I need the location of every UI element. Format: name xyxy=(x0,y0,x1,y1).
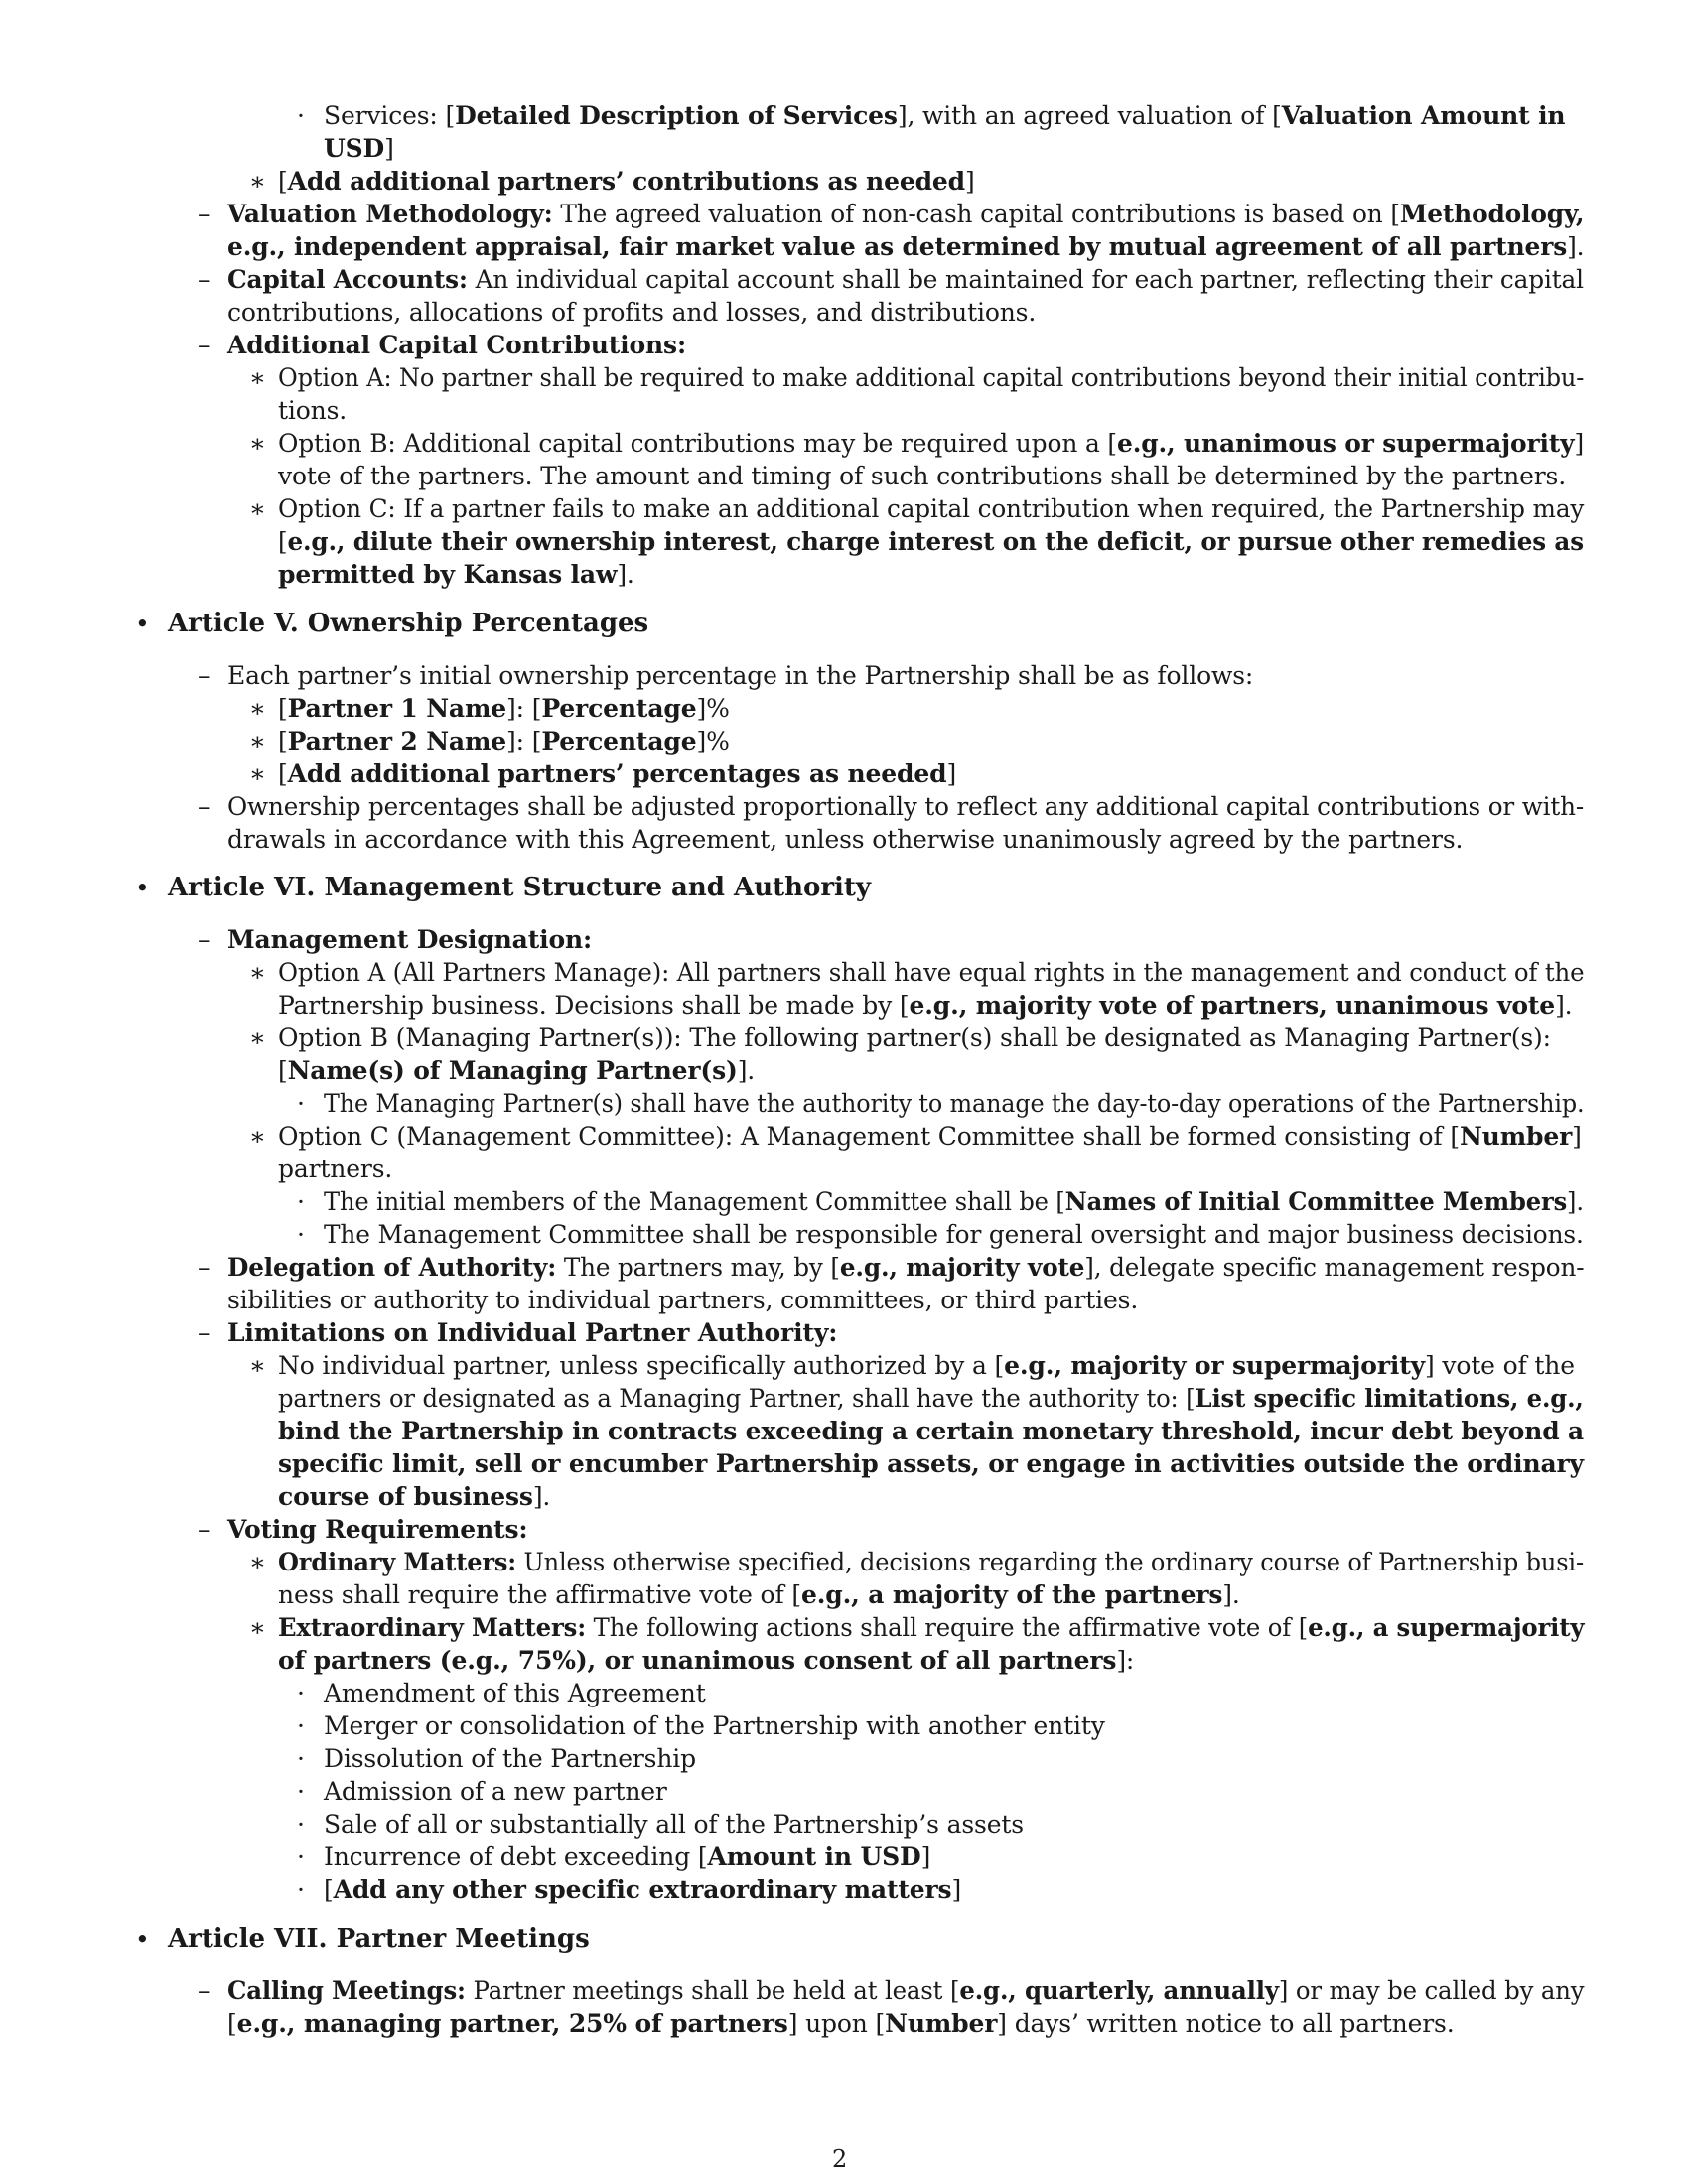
bullet-dash: – xyxy=(198,1253,211,1282)
matter-item: Merger or consolidation of the Partnership with another entity xyxy=(324,1711,1105,1740)
matter-item-debt: Incurrence of debt exceeding [Amount in USD] xyxy=(324,1843,931,1871)
option-a-line: Option A: No partner shall be required to make additional capital contributions beyond their initial contribu- xyxy=(278,363,1585,392)
option-c-line: Option C: If a partner fails to make an additional capital contribution when required, the Partnership may xyxy=(278,494,1585,523)
extraordinary-matters-line: Extraordinary Matters: The following actions shall require the affirmative vote of [e.g., a supermajority xyxy=(278,1613,1585,1642)
bullet-dot: · xyxy=(297,1744,305,1773)
mgmt-option-c-2: partners. xyxy=(278,1155,393,1183)
bullet-star: ∗ xyxy=(249,1024,266,1052)
bullet-dot: · xyxy=(297,1187,305,1216)
mgmt-option-b-sub: The Managing Partner(s) shall have the authority to manage the day-to-day operations of the Partnership. xyxy=(324,1089,1585,1118)
add-contributions-line: [Add additional partners’ contributions as needed] xyxy=(278,167,975,196)
bullet-dot: · xyxy=(297,1875,305,1904)
bullet-dot: · xyxy=(297,1810,305,1839)
limitations-heading: Limitations on Individual Partner Authority: xyxy=(227,1318,838,1347)
capital-accounts-line: Capital Accounts: An individual capital account shall be maintained for each partner, reflecting their capital xyxy=(227,265,1584,294)
mgmt-option-b: Option B (Managing Partner(s)): The following partner(s) shall be designated as Managing Partner(s): xyxy=(278,1024,1551,1052)
bullet-disc: • xyxy=(135,610,150,638)
bullet-disc: • xyxy=(135,1925,150,1954)
bullet-star: ∗ xyxy=(249,494,266,523)
bullet-dash: – xyxy=(198,200,211,228)
bullet-dash: – xyxy=(198,925,211,954)
bullet-star: ∗ xyxy=(249,694,266,723)
partner1-percentage: [Partner 1 Name]: [Percentage]% xyxy=(278,694,730,723)
bullet-dot: · xyxy=(297,1777,305,1806)
add-percentages-line: [Add additional partners’ percentages as needed] xyxy=(278,759,957,788)
bullet-star: ∗ xyxy=(249,759,266,788)
matter-item: Admission of a new partner xyxy=(324,1777,667,1806)
mgmt-option-c-sub1: The initial members of the Management Committee shall be [Names of Initial Committee Members]. xyxy=(324,1187,1584,1216)
bullet-star: ∗ xyxy=(249,727,266,755)
bullet-dot: · xyxy=(297,1843,305,1871)
bullet-star: ∗ xyxy=(249,1613,266,1642)
option-c-line-2: [e.g., dilute their ownership interest, charge interest on the deficit, or pursue other remedies as xyxy=(278,527,1584,556)
bullet-star: ∗ xyxy=(249,1351,266,1380)
limitations-line: No individual partner, unless specifically authorized by a [e.g., majority or supermajority] vote of the xyxy=(278,1351,1575,1380)
bullet-dot: · xyxy=(297,1711,305,1740)
option-b-line: Option B: Additional capital contributions may be required upon a [e.g., unanimous or supermajority] xyxy=(278,429,1585,458)
ordinary-matters-line-2: ness shall require the affirmative vote of [e.g., a majority of the partners]. xyxy=(278,1580,1240,1609)
ordinary-matters-line: Ordinary Matters: Unless otherwise specified, decisions regarding the ordinary course of Partnership busi- xyxy=(278,1548,1584,1576)
ownership-intro: Each partner’s initial ownership percentage in the Partnership shall be as follows: xyxy=(227,661,1254,690)
mgmt-option-c: Option C (Management Committee): A Management Committee shall be formed consisting of [Number] xyxy=(278,1122,1582,1151)
option-c-line-3: permitted by Kansas law]. xyxy=(278,560,634,589)
article-vi-title: Article VI. Management Structure and Authority xyxy=(168,873,872,902)
services-line: Services: [Detailed Description of Services], with an agreed valuation of [Valuation Amount in xyxy=(324,101,1566,130)
bullet-dash: – xyxy=(198,661,211,690)
capital-accounts-line-2: contributions, allocations of profits and losses, and distributions. xyxy=(227,298,1037,327)
article-v-title: Article V. Ownership Percentages xyxy=(168,609,649,638)
bullet-dash: – xyxy=(198,265,211,294)
bullet-dash: – xyxy=(198,1515,211,1544)
option-b-line-2: vote of the partners. The amount and timing of such contributions shall be determined by the partners. xyxy=(278,462,1567,490)
ownership-adjust: Ownership percentages shall be adjusted proportionally to reflect any additional capital contributions or with- xyxy=(227,792,1585,821)
bullet-disc: • xyxy=(135,874,150,902)
mgmt-option-a-2: Partnership business. Decisions shall be made by [e.g., majority vote of partners, unanimous vote]. xyxy=(278,991,1573,1020)
calling-meetings-line-2: [e.g., managing partner, 25% of partners] upon [Number] days’ written notice to all partners. xyxy=(227,2009,1455,2038)
option-a-line-2: tions. xyxy=(278,396,348,425)
voting-heading: Voting Requirements: xyxy=(227,1515,528,1544)
bullet-star: ∗ xyxy=(249,429,266,458)
bullet-dot: · xyxy=(297,1679,305,1707)
matter-item: Amendment of this Agreement xyxy=(324,1679,706,1707)
bullet-dot: · xyxy=(297,101,305,130)
bullet-star: ∗ xyxy=(249,363,266,392)
valuation-line-2: e.g., independent appraisal, fair market value as determined by mutual agreement of all partners]. xyxy=(227,232,1585,261)
mgmt-option-a: Option A (All Partners Manage): All partners shall have equal rights in the management and conduct of the xyxy=(278,958,1585,987)
valuation-line: Valuation Methodology: The agreed valuation of non-cash capital contributions is based on [Methodology, xyxy=(227,200,1585,228)
mgmt-option-c-sub2: The Management Committee shall be responsible for general oversight and major business decisions. xyxy=(324,1220,1584,1249)
partner2-percentage: [Partner 2 Name]: [Percentage]% xyxy=(278,727,730,755)
bullet-dash: – xyxy=(198,1977,211,2005)
services-line-2: USD] xyxy=(324,134,394,163)
delegation-line: Delegation of Authority: The partners may, by [e.g., majority vote], delegate specific management respon- xyxy=(227,1253,1585,1282)
bullet-star: ∗ xyxy=(249,1548,266,1576)
bullet-dot: · xyxy=(297,1089,305,1118)
limitations-line-4: specific limit, sell or encumber Partnership assets, or engage in activities outside the ordinary xyxy=(278,1449,1584,1478)
bullet-dash: – xyxy=(198,331,211,359)
ownership-adjust-2: drawals in accordance with this Agreement, unless otherwise unanimously agreed by the partners. xyxy=(227,825,1464,854)
mgmt-option-b-2: [Name(s) of Managing Partner(s)]. xyxy=(278,1056,756,1085)
bullet-star: ∗ xyxy=(249,1122,266,1151)
page-number: 2 xyxy=(832,2145,848,2173)
calling-meetings-line: Calling Meetings: Partner meetings shall be held at least [e.g., quarterly, annually] or may be called by any xyxy=(227,1977,1585,2005)
delegation-line-2: sibilities or authority to individual partners, committees, or third parties. xyxy=(227,1286,1139,1314)
limitations-line-5: course of business]. xyxy=(278,1482,551,1511)
limitations-line-3: bind the Partnership in contracts exceeding a certain monetary threshold, incur debt beyond a xyxy=(278,1417,1585,1445)
limitations-line-2: partners or designated as a Managing Partner, shall have the authority to: [List specific limitations, e.g., xyxy=(278,1384,1584,1413)
management-designation-heading: Management Designation: xyxy=(227,925,593,954)
bullet-dash: – xyxy=(198,1318,211,1347)
matter-item: Dissolution of the Partnership xyxy=(324,1744,697,1773)
matter-item: Sale of all or substantially all of the Partnership’s assets xyxy=(324,1810,1024,1839)
bullet-star: ∗ xyxy=(249,958,266,987)
matter-item-other: [Add any other specific extraordinary matters] xyxy=(324,1875,962,1904)
article-vii-title: Article VII. Partner Meetings xyxy=(168,1924,590,1954)
bullet-dash: – xyxy=(198,792,211,821)
extraordinary-matters-line-2: of partners (e.g., 75%), or unanimous consent of all partners]: xyxy=(278,1646,1135,1675)
bullet-star: ∗ xyxy=(249,167,266,196)
bullet-dot: · xyxy=(297,1220,305,1249)
additional-contributions-heading: Additional Capital Contributions: xyxy=(227,331,687,359)
